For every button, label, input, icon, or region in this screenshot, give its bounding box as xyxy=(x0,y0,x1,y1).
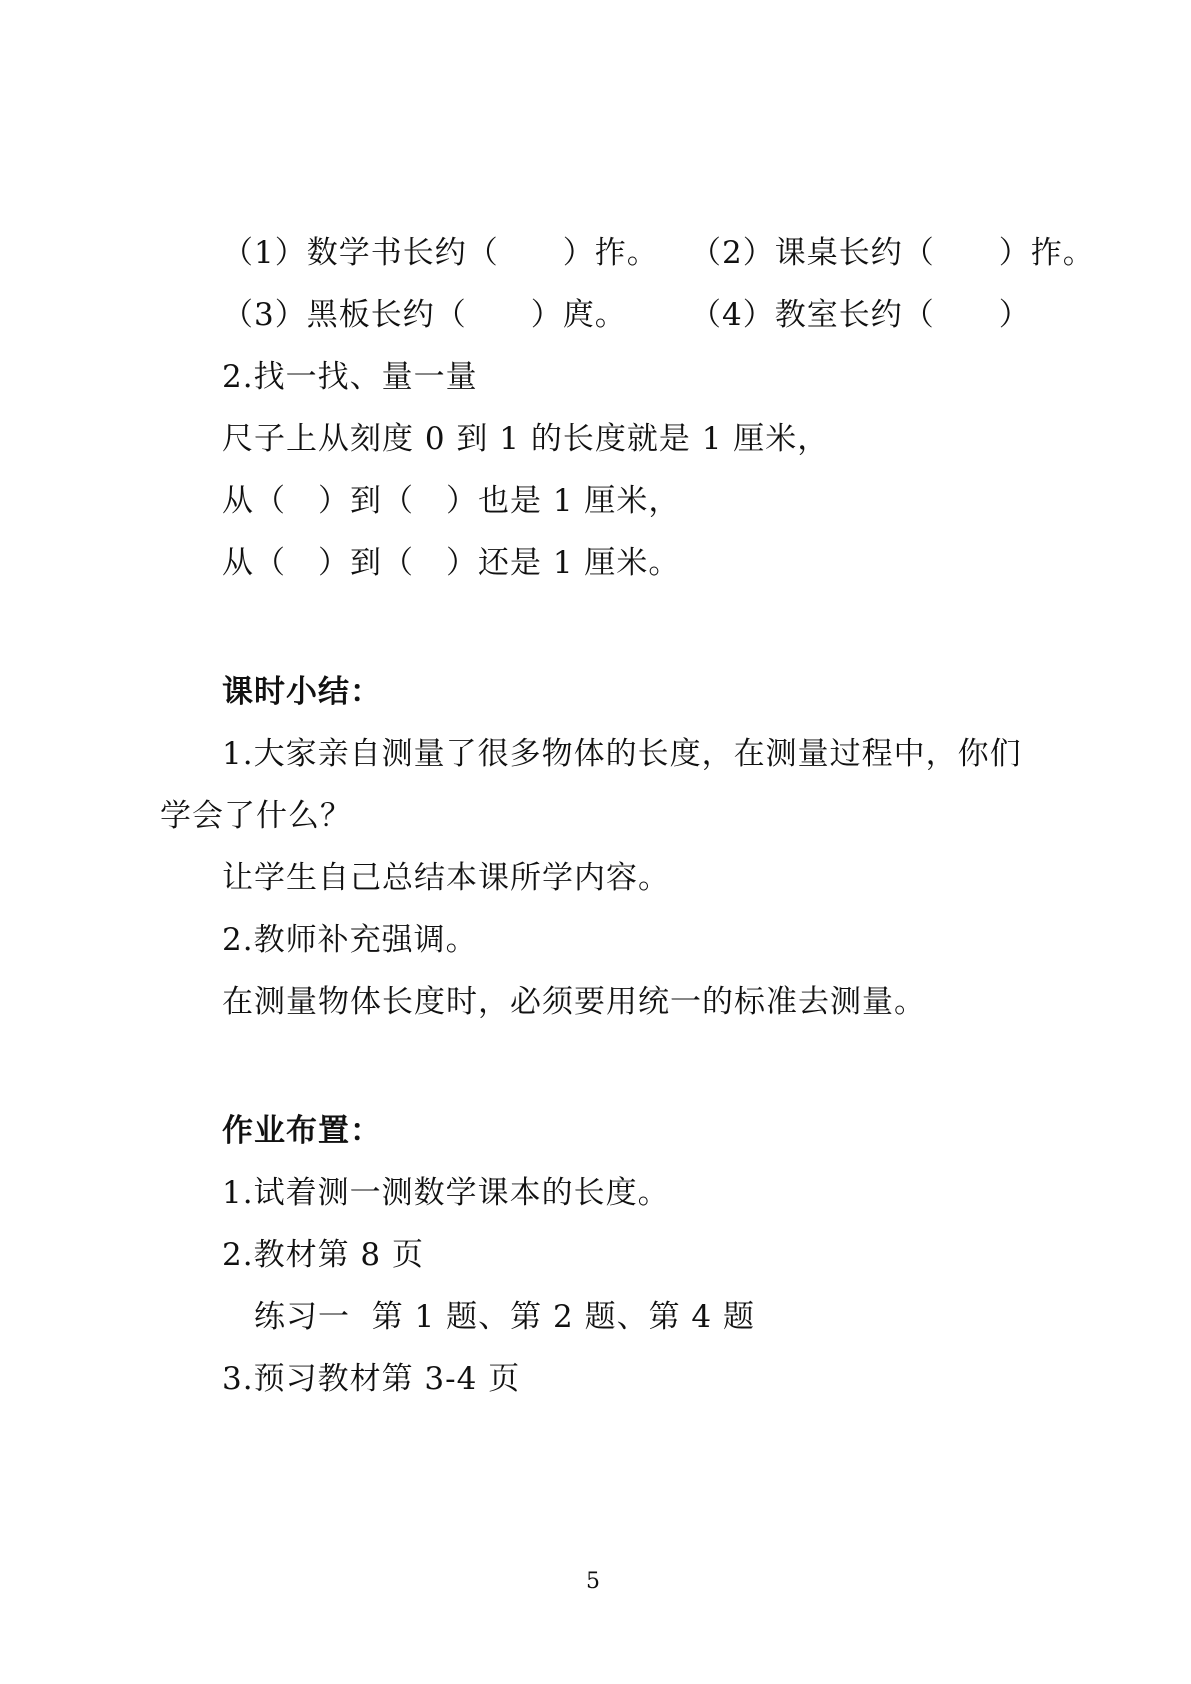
estimate-item-2: （2）课桌长约（ ）拃。 xyxy=(690,235,1095,271)
summary-paragraph-2: 让学生自己总结本课所学内容。 xyxy=(222,860,670,896)
homework-item-2-detail: 练习一 第 1 题、第 2 题、第 4 题 xyxy=(254,1299,756,1335)
summary-paragraph-3: 2.教师补充强调。 xyxy=(222,922,478,958)
section-heading-find-measure: 2.找一找、量一量 xyxy=(222,359,478,395)
estimate-item-4: （4）教室长约（ ） xyxy=(690,297,1031,333)
ruler-text-line-2: 从（ ）到（ ）也是 1 厘米， xyxy=(222,483,681,519)
ruler-text-line-3: 从（ ）到（ ）还是 1 厘米。 xyxy=(222,545,681,581)
ruler-text-line-1: 尺子上从刻度 0 到 1 的长度就是 1 厘米， xyxy=(222,421,830,457)
summary-paragraph-1-line-1: 1.大家亲自测量了很多物体的长度，在测量过程中，你们 xyxy=(222,736,1022,772)
summary-title: 课时小结： xyxy=(222,674,382,710)
homework-title: 作业布置： xyxy=(222,1113,382,1149)
estimate-item-1: （1）数学书长约（ ）拃。 xyxy=(222,235,659,271)
homework-item-2: 2.教材第 8 页 xyxy=(222,1237,425,1273)
summary-paragraph-4: 在测量物体长度时，必须要用统一的标准去测量。 xyxy=(222,984,926,1020)
homework-item-3: 3.预习教材第 3-4 页 xyxy=(222,1361,521,1397)
page-number: 5 xyxy=(586,1569,600,1594)
summary-paragraph-1-line-2: 学会了什么？ xyxy=(160,798,352,834)
estimate-item-3: （3）黑板长约（ ）庹。 xyxy=(222,297,627,333)
homework-item-1: 1.试着测一测数学课本的长度。 xyxy=(222,1175,670,1211)
